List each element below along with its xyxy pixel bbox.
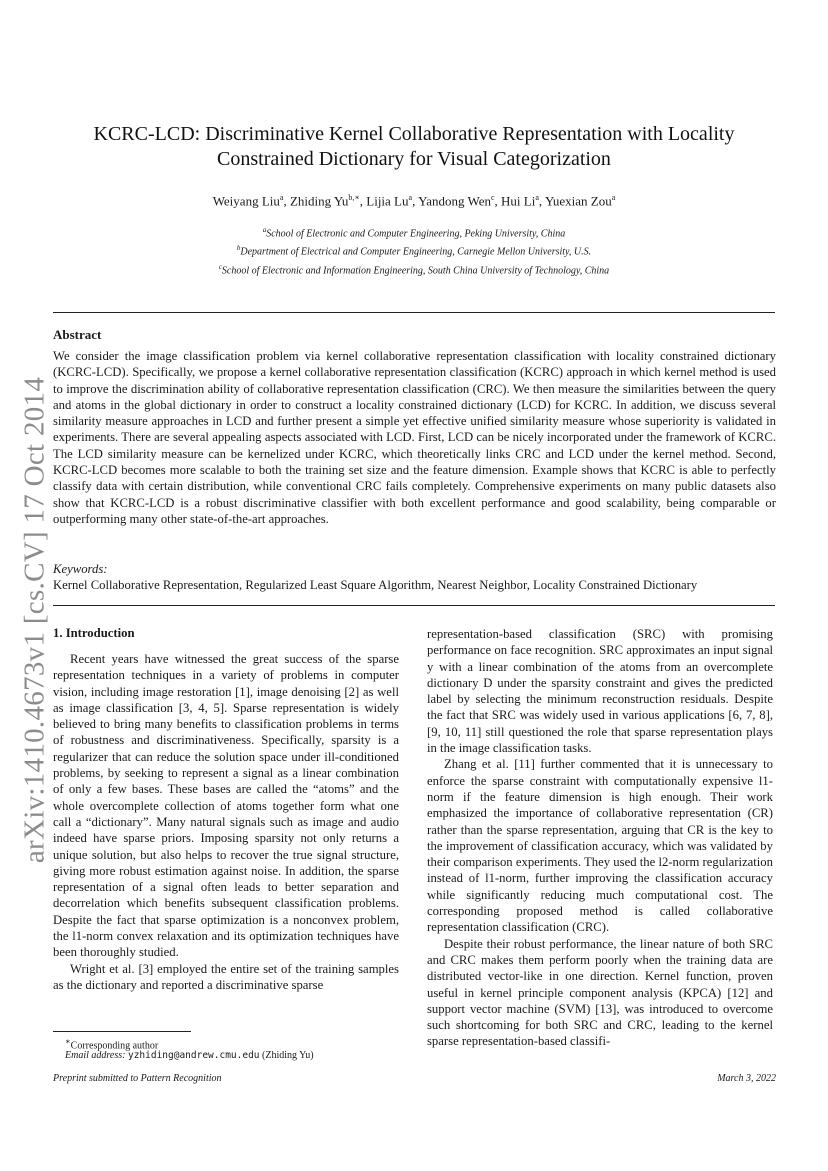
author-name: Zhiding Yu — [289, 193, 349, 209]
intro-paragraph-4: Zhang et al. [11] further commented that it is unnecessary to enforce the sparse constraint with computationally expensive l1-norm if the feature dimension is high enough. Their work emphasized the importance of collaborative representation (CR) rather than the sparse representation, arguing that CR is the key to the improvement of classification accuracy, which was validated by their comparison experiments. They used the l2-norm regularization instead of l1-norm, further improving the classification accuracy while significantly reducing much computational cost. The corresponding proposed method is called collaborative representation classification (CRC). — [427, 757, 773, 935]
section-heading-introduction: 1. Introduction — [53, 626, 135, 640]
affiliation-line — [60, 223, 768, 241]
author-affil-mark: b,∗ — [348, 193, 360, 202]
author-name: Weiyang Liu — [212, 193, 280, 209]
affiliation-line — [60, 241, 768, 259]
abstract-text: We consider the image classification problem via kernel collaborative representation classification with locality constrained dictionary (KCRC-LCD). Specifically, we propose a kernel collaborative representation classification (KCRC) approach in which kernel method is used to improve the discrimination ability of collaborative representation classification (CRC). We then measure the similarities between the query and atoms in the global dictionary in order to construct a locality constrained dictionary (LCD) for KCRC. In addition, we discuss several similarity measure approaches in LCD and further present a simple yet effective unified similarity measure whose superiority is validated in experiments. There are several appealing aspects associated with LCD. First, LCD can be nicely incorporated under the framework of KCRC. The LCD similarity measure can be kernelized under KCRC, which theoretically links CRC and LCD under the kernel method. Second, KCRC-LCD becomes more scalable to both the training set size and the feature dimension. Example shows that KCRC is able to perfectly classify data with certain distribution, while conventional CRC fails completely. Comprehensive experiments on many public datasets also show that KCRC-LCD is a robust discriminative classifier with both excellent performance and good scalability, being comparable or outperforming many other state-of-the-art approaches. — [53, 349, 776, 526]
affiliation-mark: c — [218, 262, 222, 271]
footnote-corresponding-text: Corresponding author — [70, 1040, 159, 1052]
author-affil-mark: a — [279, 193, 284, 202]
right-column — [427, 626, 773, 1050]
author-name: Yuexian Zou — [544, 193, 612, 209]
affiliation-line — [60, 260, 768, 278]
keywords-heading: Keywords: — [53, 562, 108, 576]
author-name: Hui Li — [501, 193, 536, 209]
email-address[interactable]: yzhiding@andrew.cmu.edu — [127, 1050, 260, 1061]
email-owner: (Zhiding Yu) — [262, 1050, 314, 1061]
intro-paragraph-2: Wright et al. [3] employed the entire set of the training samples as the dictionary and reported a discriminative sparse — [53, 961, 399, 992]
footer-date: March 3, 2022 — [717, 1073, 776, 1084]
intro-paragraph-5: Despite their robust performance, the linear nature of both SRC and CRC makes them perform poorly when the training data are distributed vector-like in one direction. Kernel function, proven useful in kernel principle component analysis (KPCA) [12] and support vector machine (SVM) [13], was introduced to overcome such shortcoming for both SRC and CRC, leading to the kernel sparse representation-based classifi- — [427, 936, 773, 1049]
top-divider — [53, 312, 775, 313]
footer-preprint-note: Preprint submitted to Pattern Recognition — [53, 1073, 222, 1084]
footnote-divider — [53, 1031, 191, 1032]
author-affil-mark: a — [535, 193, 539, 202]
footnote-mark: ∗ — [65, 1037, 71, 1046]
keywords-text: Kernel Collaborative Representation, Regularized Least Square Algorithm, Nearest Neighbor, Locality Constrained Dictionary — [53, 578, 698, 592]
email-label: Email address: — [65, 1050, 126, 1061]
affiliation-mark: a — [262, 226, 267, 234]
author-list: Weiyang Liu$^a$, Zhiding $Yu^{b,∗}$, Lijia Lu$^a$, Yandong Wen$^c$, Hui Li$^a$, Yuexian Zou$^a$ — [212, 193, 616, 209]
affiliation-text: Department of Electrical and Computer Engineering, Carnegie Mellon University, U.S. — [240, 246, 592, 258]
author-name: Yandong Wen — [418, 193, 491, 209]
title-line-1: KCRC-LCD: Discriminative Kernel Collaborative Representation with Locality — [93, 123, 735, 145]
footnote-email — [53, 1049, 425, 1063]
affiliation-text: School of Electronic and Information Engineering, South China University of Technology, China — [221, 264, 610, 276]
author-name: Lijia Lu — [366, 193, 409, 209]
author-affil-mark: a — [611, 193, 616, 202]
intro-paragraph-1: Recent years have witnessed the great success of the sparse representation techniques in a variety of problems in computer vision, including image restoration [1], image denoising [2] as well as image classification [3, 4, 5]. Sparse representation is widely believed to bring many benefits to classification problems in terms of robustness and discriminativeness. Specifically, sparsity is a regularizer that can reduce the solution space under ill-conditioned problems, by seeking to represent a signal as a linear combination of only a few bases. These bases are called the “atoms” and the whole overcomplete collection of atoms together form what one call a “dictionary”. Many natural signals such as image and audio indeed have sparse priors. Imposing sparsity not only returns a unique solution, but also helps to recover the true signal structure, giving more robust estimation against noise. In addition, the sparse representation of a signal often leads to better separation and decorrelation which benefits subsequent classification problems. Despite the fact that sparse optimization is a nonconvex problem, the l1-norm convex relaxation and its optimization techniques have been thoroughly studied. — [53, 652, 399, 960]
title-line-2: Constrained Dictionary for Visual Categorization — [217, 148, 611, 170]
abstract-bottom-divider — [53, 605, 775, 606]
author-affil-mark: c — [490, 193, 495, 202]
affiliation-text: School of Electronic and Computer Engineering, Peking University, China — [266, 228, 566, 240]
intro-paragraph-3: representation-based classification (SRC) with promising performance on face recognition. SRC approximates an input signal y with a linear combination of the atoms from an overcomplete dictionary D under the sparsity constraint and gives the predicted label by selecting the minimum reconstruction residuals. Despite the fact that SRC was widely used in various applications [6, 7, 8], [9, 10, 11] still questioned the role that sparse representation plays in the image classification tasks. — [427, 627, 773, 756]
affiliation-mark: b — [236, 244, 241, 253]
paper-title — [60, 122, 768, 172]
left-column — [53, 651, 399, 993]
author-affil-mark: a — [408, 193, 413, 202]
abstract-heading: Abstract — [53, 327, 102, 342]
arxiv-stamp: arXiv:1410.4673v1 [cs.CV] 17 Oct 2014 — [18, 376, 51, 864]
affiliation-list — [60, 223, 768, 278]
